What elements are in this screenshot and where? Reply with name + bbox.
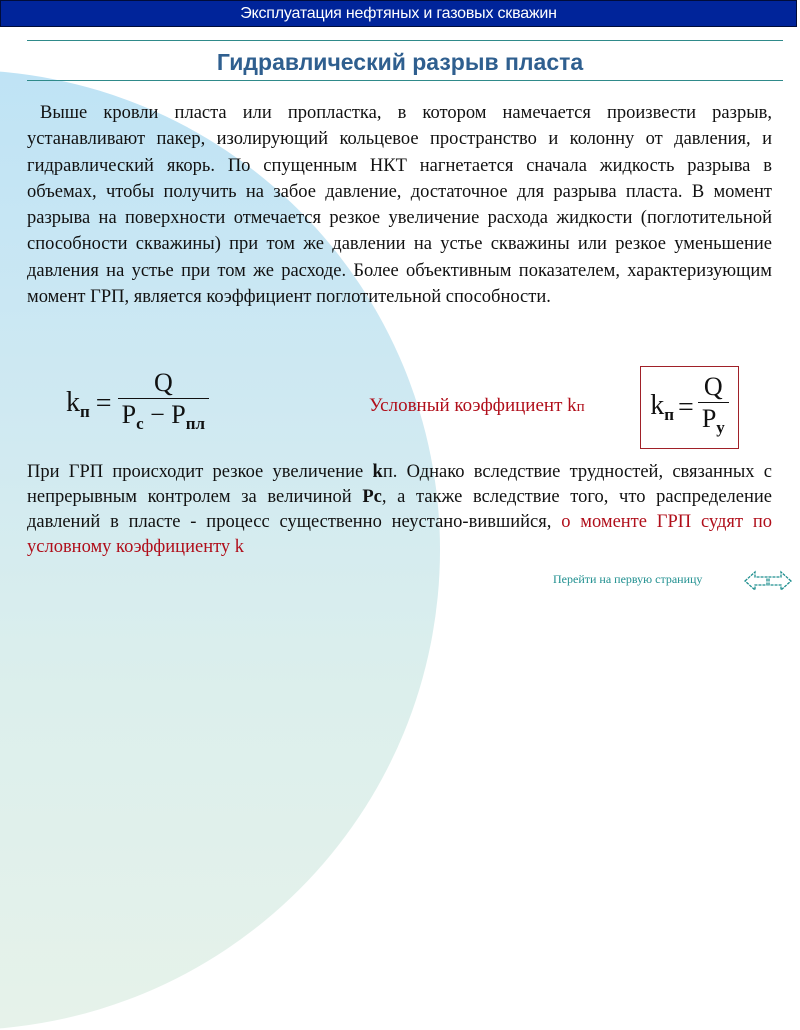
slide-navigation [744, 570, 792, 592]
arrow-left-icon[interactable] [744, 570, 768, 592]
formula-lhs: $k_п$ [650, 390, 675, 424]
paragraph-conclusion: При ГРП происходит резкое увеличение kп. Однако вследствие трудностей, связанных с непрерывным контролем за величиной Рс, а также вследствие того, что распределение давлений в пласте - процесс существенно неустано-вившийся, о моменте ГРП судят по условному коэффициенту k [27, 462, 772, 557]
formula-fraction [698, 372, 729, 444]
formula-conditional-coefficient [640, 366, 739, 449]
conditional-coefficient-label: Условный коэффициент kп [369, 395, 585, 416]
formula-numerator: Q [703, 371, 723, 401]
formula-absorption-coefficient [66, 368, 209, 440]
slide-title: Гидравлический разрыв пласта [216, 49, 584, 75]
formula-lhs: $k_п$ [66, 386, 90, 421]
course-title: Эксплуатация нефтяных и газовых скважин [240, 4, 557, 22]
formula-equals: = [678, 391, 694, 423]
formula-numerator: Q [153, 368, 173, 397]
formula-equals: = [95, 388, 112, 419]
arrow-right-icon[interactable] [768, 570, 792, 592]
formula-denominator: $P_у$ [698, 402, 729, 444]
conclusion-highlight: о моменте ГРП судят по условному коэффициенту k [27, 512, 772, 557]
paragraph-description: Выше кровли пласта или пропластка, в котором намечается произвести разрыв, устанавливают пакер, изолирующий кольцевое пространство и колонну от давления, и гидравлический якорь. По спущенным НКТ нагнетается сначала жидкость разрыва в объемах, чтобы получить на забое давление, достаточное для разрыва пласта. В момент разрыва на поверхности отмечается резкое увеличение расхода жидкости (поглотительной способности скважины) при том же давлении на устье скважины или резкое уменьшение давления на устье при том же расходе. Более объективным показателем, характеризующим момент ГРП, является коэффициент поглотительной способности. [27, 103, 772, 308]
formula-denominator: $P_с - P_{пл}$ [118, 398, 210, 440]
first-page-link[interactable]: Перейти на первую страницу [553, 572, 703, 586]
course-header-bar [0, 0, 797, 27]
title-rule-top [27, 40, 783, 41]
title-rule-bottom [27, 80, 783, 81]
formula-fraction [118, 368, 210, 440]
